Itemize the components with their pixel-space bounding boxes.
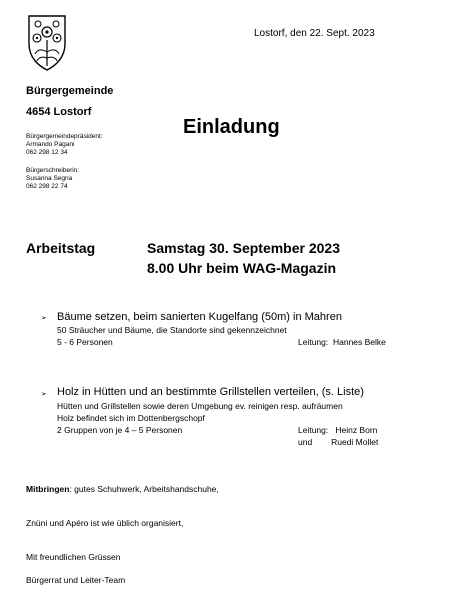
event-date: Samstag 30. September 2023 <box>147 240 340 256</box>
bring-along-line <box>26 484 219 494</box>
arrow-bullet-icon: ➢ <box>41 391 47 398</box>
bring-along-text: : gutes Schuhwerk, Arbeitshandschuhe, <box>69 484 219 494</box>
task-1-heading: Bäume setzen, beim sanierten Kugelfang (50m) in Mahren <box>57 311 342 323</box>
food-note: Znüni und Apéro ist wie üblich organisiert, <box>26 518 184 528</box>
organisation-name: Bürgergemeinde <box>26 85 114 97</box>
president-name: Armando Pagani <box>26 141 75 148</box>
greeting: Mit freundlichen Grüssen <box>26 552 121 562</box>
municipal-coat-of-arms-icon <box>25 14 69 72</box>
signature: Bürgerrat und Leiter-Team <box>26 575 126 585</box>
task-2-line: Hütten und Grillstellen sowie deren Umgebung ev. reinigen resp. aufräumen <box>57 401 343 411</box>
president-contact <box>26 133 103 157</box>
task-1-line: 50 Sträucher und Bäume, die Standorte sind gekennzeichnet <box>57 325 287 335</box>
task-2-lead: Leitung: Heinz Born <box>298 425 378 435</box>
event-time: 8.00 Uhr beim WAG-Magazin <box>147 260 337 276</box>
task-1-line: 5 - 6 Personen <box>57 337 113 347</box>
arrow-bullet-icon: ➢ <box>41 315 47 322</box>
organisation-place: 4654 Lostorf <box>26 106 92 118</box>
task-1-lead: Leitung: Hannes Belke <box>298 337 386 347</box>
document-date: Lostorf, den 22. Sept. 2023 <box>254 28 375 39</box>
clerk-name: Susanna Segna <box>26 175 73 182</box>
task-2-line: Holz befindet sich im Dottenbergschopf <box>57 413 205 423</box>
clerk-title: Bürgerschreiberin: <box>26 167 80 174</box>
task-2-line: 2 Gruppen von je 4 – 5 Personen <box>57 425 183 435</box>
clerk-contact <box>26 167 79 191</box>
event-label: Arbeitstag <box>26 240 96 256</box>
president-title: Bürgergemeindepräsident: <box>26 133 103 140</box>
task-2-lead: und Ruedi Mollet <box>298 437 379 447</box>
clerk-phone: 062 298 22 74 <box>26 183 68 190</box>
document-title: Einladung <box>183 116 280 138</box>
bring-along-label: Mitbringen <box>26 484 70 494</box>
task-2-heading: Holz in Hütten und an bestimmte Grillstellen verteilen, (s. Liste) <box>57 386 364 398</box>
president-phone: 062 298 12 34 <box>26 149 68 156</box>
